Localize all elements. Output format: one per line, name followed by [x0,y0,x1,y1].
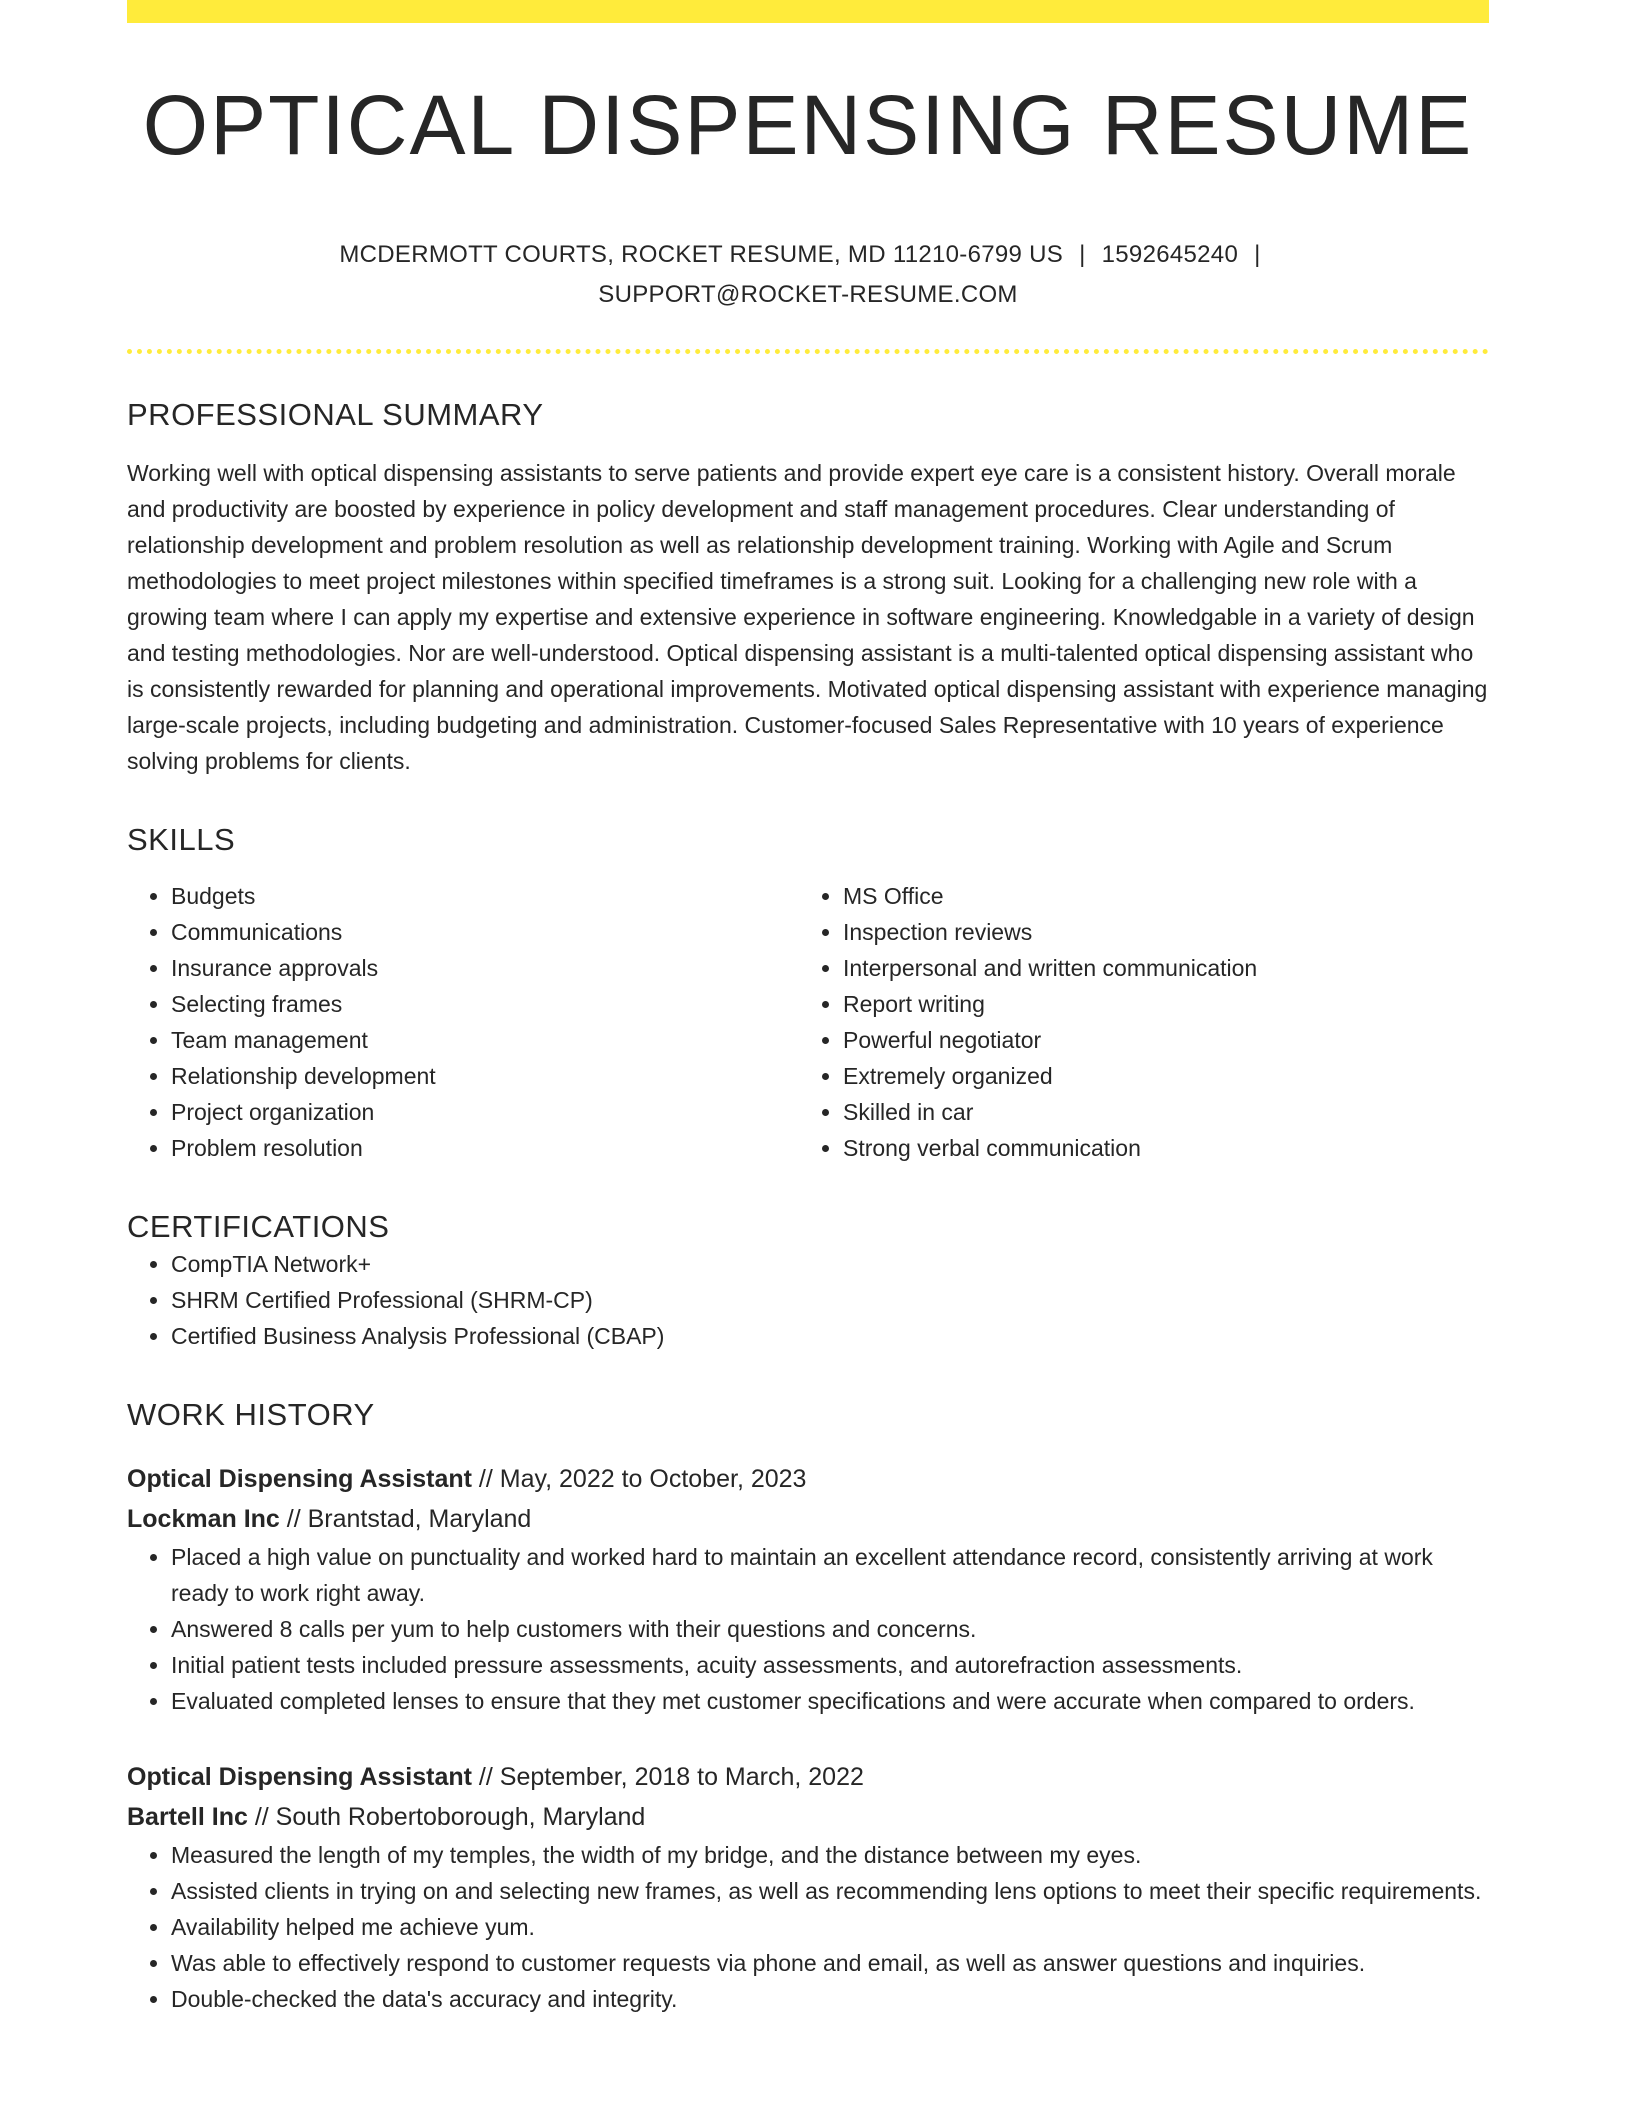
resume-page [127,0,1489,2017]
job-company: Lockman Inc [127,1504,280,1533]
resume-title: OPTICAL DISPENSING RESUME [142,78,1474,172]
job-duty-item: • Assisted clients in trying on and selecting new frames, as well as recommending lens options to meet their specific requirements. [171,1873,1489,1909]
skill-item: • Powerful negotiator [843,1022,1471,1058]
job-duty-item: • Evaluated completed lenses to ensure that they met customer specifications and were accurate when compared to orders. [171,1683,1489,1719]
job-duty-item: • Double-checked the data's accuracy and integrity. [171,1981,1489,2017]
job-entry [127,1459,1489,1719]
job-title-line [127,1757,1489,1797]
skills-list-left [127,878,799,1166]
address-text: MCDERMOTT COURTS, ROCKET RESUME, MD 11210-6799 US [339,241,1064,268]
skills-grid [127,878,1489,1166]
job-duty-item: • Measured the length of my temples, the width of my bridge, and the distance between my eyes. [171,1837,1489,1873]
skill-item: • Problem resolution [171,1130,799,1166]
skill-item: • Relationship development [171,1058,799,1094]
job-duty-item: • Initial patient tests included pressure assessments, acuity assessments, and autorefraction assessments. [171,1647,1489,1683]
job-duty-item: • Placed a high value on punctuality and worked hard to maintain an excellent attendance record, consistently arriving at work ready to work right away. [171,1539,1489,1611]
skill-item: • Project organization [171,1094,799,1130]
contact-separator: | [1254,241,1261,268]
contact-line-2 [127,275,1489,315]
skill-item: • Team management [171,1022,799,1058]
job-company: Bartell Inc [127,1802,248,1831]
skill-item: • Insurance approvals [171,950,799,986]
certification-item: • Certified Business Analysis Professional (CBAP) [171,1318,1489,1354]
contact-separator: | [1079,241,1086,268]
summary-text: Working well with optical dispensing assistants to serve patients and provide expert eye care is a consistent history. Overall morale and productivity are boosted by experience in policy development and staff management procedures. Clear understanding of relationship development and problem resolution as well as relationship development training. Working with Agile and Scrum methodologies to meet project milestones within specified timeframes is a strong suit. Looking for a challenging new role with a growing team where I can apply my expertise and extensive experience in software engineering. Knowledgable in a variety of design and testing methodologies. Nor are well-understood. Optical dispensing assistant is a multi-talented optical dispensing assistant who is consistently rewarded for planning and operational improvements. Motivated optical dispensing assistant with experience managing large-scale projects, including budgeting and administration. Customer-focused Sales Representative with 10 years of experience solving problems for clients. [127,460,1488,775]
job-dates: // May, 2022 to October, 2023 [471,1464,807,1493]
certifications-list [127,1246,1489,1354]
job-location: // South Robertoborough, Maryland [247,1802,646,1831]
skill-item: • Communications [171,914,799,950]
skill-item: • Extremely organized [843,1058,1471,1094]
skills-column-right [799,878,1471,1166]
job-role: Optical Dispensing Assistant [127,1464,472,1493]
job-duties-list [127,1539,1489,1719]
contact-line-1 [127,235,1489,275]
job-duties-list [127,1837,1489,2017]
job-entry [127,1757,1489,2017]
job-duty-item: • Availability helped me achieve yum. [171,1909,1489,1945]
certification-item: • SHRM Certified Professional (SHRM-CP) [171,1282,1489,1318]
skill-item: • Budgets [171,878,799,914]
skill-item: • Interpersonal and written communication [843,950,1471,986]
summary-heading: PROFESSIONAL SUMMARY [127,397,544,432]
top-accent-bar [127,0,1489,23]
skill-item: • Strong verbal communication [843,1130,1471,1166]
skill-item: • Inspection reviews [843,914,1471,950]
job-location: // Brantstad, Maryland [279,1504,532,1533]
skill-item: • Selecting frames [171,986,799,1022]
skill-item: • MS Office [843,878,1471,914]
skill-item: • Skilled in car [843,1094,1471,1130]
skills-column-left [127,878,799,1166]
dotted-divider [127,349,1489,354]
certification-item: • CompTIA Network+ [171,1246,1489,1282]
phone-text: 1592645240 [1101,241,1239,268]
job-duty-item: • Was able to effectively respond to customer requests via phone and email, as well as answer questions and inquiries. [171,1945,1489,1981]
job-role: Optical Dispensing Assistant [127,1762,472,1791]
job-company-line [127,1499,1489,1539]
job-company-line [127,1797,1489,1837]
skills-heading: SKILLS [127,822,236,858]
contact-info [127,235,1489,315]
work-history-heading: WORK HISTORY [127,1396,375,1432]
skills-list-right [799,878,1471,1166]
certifications-heading: CERTIFICATIONS [127,1209,390,1245]
email-link[interactable]: SUPPORT@ROCKET-RESUME.COM [598,281,1018,308]
job-duty-item: • Answered 8 calls per yum to help customers with their questions and concerns. [171,1611,1489,1647]
skill-item: • Report writing [843,986,1471,1022]
job-title-line [127,1459,1489,1499]
job-dates: // September, 2018 to March, 2022 [471,1762,864,1791]
